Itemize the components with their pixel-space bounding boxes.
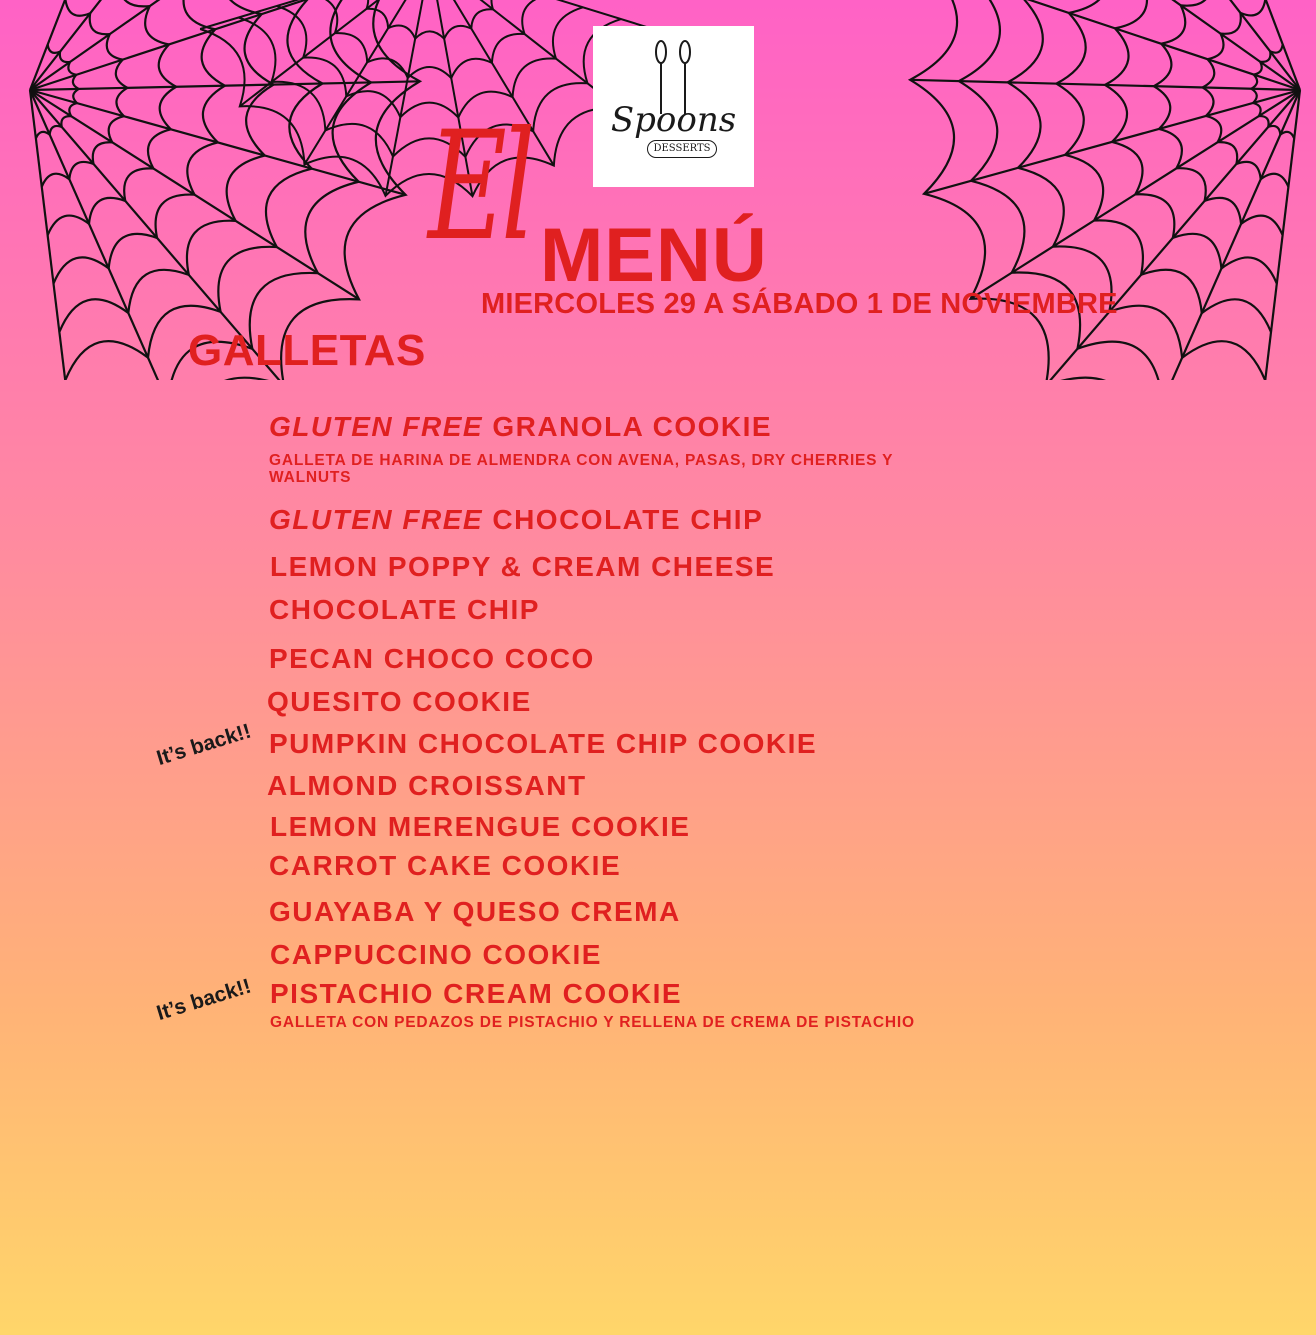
item-description: GALLETA DE HARINA DE ALMENDRA CON AVENA, PASAS, DRY CHERRIES Y WALNUTS [269, 452, 894, 486]
date-range: MIERCOLES 29 A SÁBADO 1 DE NOVIEMBRE [481, 288, 1118, 320]
title-el: El [428, 100, 530, 274]
menu-item-pumpkin-chocolate-chip: PUMPKIN CHOCOLATE CHIP COOKIE [269, 728, 818, 759]
menu-item-quesito-cookie: QUESITO COOKIE [267, 686, 532, 717]
menu-item-carrot-cake: CARROT CAKE COOKIE [269, 850, 622, 881]
menu-item-almond-croissant: ALMOND CROISSANT [267, 770, 587, 801]
menu-item-gf-chocolate-chip [269, 504, 763, 536]
menu-item-granola-cookie [269, 411, 772, 443]
menu-item-pecan-choco-coco: PECAN CHOCO COCO [269, 643, 595, 674]
its-back-tag: It’s back!! [154, 719, 254, 770]
gluten-free-label: GLUTEN FREE [269, 504, 484, 535]
menu-item-guayaba-queso: GUAYABA Y QUESO CREMA [269, 896, 681, 927]
item-name: CHOCOLATE CHIP [492, 504, 764, 535]
spoons-desserts-logo [593, 26, 754, 187]
section-heading-galletas: GALLETAS [188, 326, 426, 375]
logo-subtitle: DESSERTS [647, 140, 717, 158]
gluten-free-label: GLUTEN FREE [269, 411, 484, 442]
title-menu: MENÚ [540, 213, 768, 298]
menu-item-pistachio-cream: PISTACHIO CREAM COOKIE [270, 978, 683, 1009]
its-back-tag: It’s back!! [154, 974, 254, 1025]
logo-script-text: Spoons [610, 100, 737, 140]
menu-item-lemon-poppy: LEMON POPPY & CREAM CHEESE [270, 551, 776, 582]
menu-item-lemon-merengue: LEMON MERENGUE COOKIE [270, 811, 691, 842]
item-description: GALLETA CON PEDAZOS DE PISTACHIO Y RELLENA DE CREMA DE PISTACHIO [270, 1014, 915, 1031]
menu-item-chocolate-chip: CHOCOLATE CHIP [269, 594, 540, 625]
menu-item-cappuccino: CAPPUCCINO COOKIE [270, 939, 602, 970]
item-name: GRANOLA COOKIE [492, 411, 773, 442]
